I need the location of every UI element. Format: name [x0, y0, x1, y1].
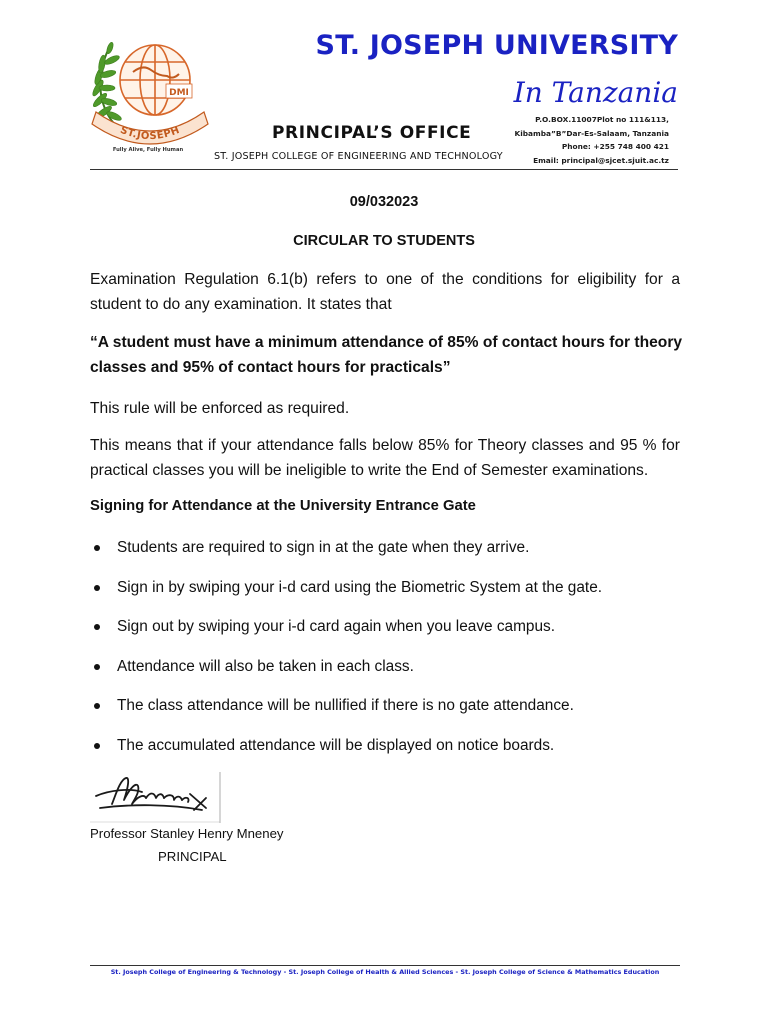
address-line: P.O.BOX.11007Plot no 111&113,	[535, 115, 669, 124]
logo-mark-text: DMI	[169, 88, 189, 98]
section-heading: Signing for Attendance at the University Entrance Gate	[90, 498, 476, 514]
list-item-text: The accumulated attendance will be displayed on notice boards.	[117, 736, 555, 754]
bullet-icon	[94, 743, 100, 749]
list-item	[90, 617, 602, 657]
list-item	[90, 657, 602, 697]
document-title: CIRCULAR TO STUDENTS	[293, 233, 475, 249]
attendance-instructions-list	[90, 538, 602, 775]
list-item-text: Students are required to sign in at the gate when they arrive.	[117, 539, 530, 556]
email-line: Email: principal@sjcet.sjuit.ac.tz	[533, 156, 669, 165]
logo-banner-text: ST.JOSEPH	[118, 124, 182, 143]
list-item-text: The class attendance will be nullified if there is no gate attendance.	[117, 697, 574, 714]
university-location: In Tanzania	[513, 76, 678, 109]
document-date: 09/032023	[349, 194, 419, 210]
address-line: Kibamba”B”Dar-Es-Salaam, Tanzania	[514, 129, 669, 138]
intro-paragraph: Examination Regulation 6.1(b) refers to one of the conditions for eligibility for a student to do any examination. It states that	[90, 271, 680, 313]
bullet-icon	[94, 545, 100, 551]
university-logo-icon	[78, 20, 218, 160]
signer-name: Professor Stanley Henry Mneney	[90, 826, 284, 841]
bullet-icon	[94, 585, 100, 591]
university-name: ST. JOSEPH UNIVERSITY	[315, 30, 678, 61]
bullet-icon	[94, 703, 100, 709]
list-item	[90, 578, 602, 618]
office-title: PRINCIPAL’S OFFICE	[272, 123, 472, 143]
signature-icon	[90, 770, 225, 825]
bullet-icon	[94, 624, 100, 630]
list-item-text: Sign out by swiping your i-d card again when you leave campus.	[117, 618, 556, 635]
list-item-text: Attendance will also be taken in each class.	[117, 657, 414, 675]
signer-title: PRINCIPAL	[158, 849, 227, 864]
footer-colleges: St. Joseph College of Engineering & Technology - St. Joseph College of Health & Allied Sciences - St. Joseph College of Science & Mathematics Education	[110, 968, 660, 976]
phone-line: Phone: +255 748 400 421	[561, 142, 669, 151]
regulation-quote: “A student must have a minimum attendance of 85% of contact hours for theory classes and 95% of contact hours for practicals”	[90, 334, 683, 376]
list-item	[90, 696, 602, 736]
list-item-text: Sign in by swiping your i-d card using the Biometric System at the gate.	[117, 578, 603, 596]
footer-divider	[90, 965, 680, 966]
consequence-paragraph: This means that if your attendance falls below 85% for Theory classes and 95 % for practical classes you will be ineligible to write the End of Semester examinations.	[90, 437, 680, 479]
bullet-icon	[94, 664, 100, 670]
enforcement-paragraph: This rule will be enforced as required.	[90, 400, 350, 417]
globe-icon	[120, 45, 190, 115]
logo-motto: Fully Alive, Fully Human	[112, 147, 184, 153]
list-item	[90, 538, 602, 578]
college-name: ST. JOSEPH COLLEGE OF ENGINEERING AND TECHNOLOGY	[214, 151, 503, 162]
header-divider	[90, 169, 678, 170]
